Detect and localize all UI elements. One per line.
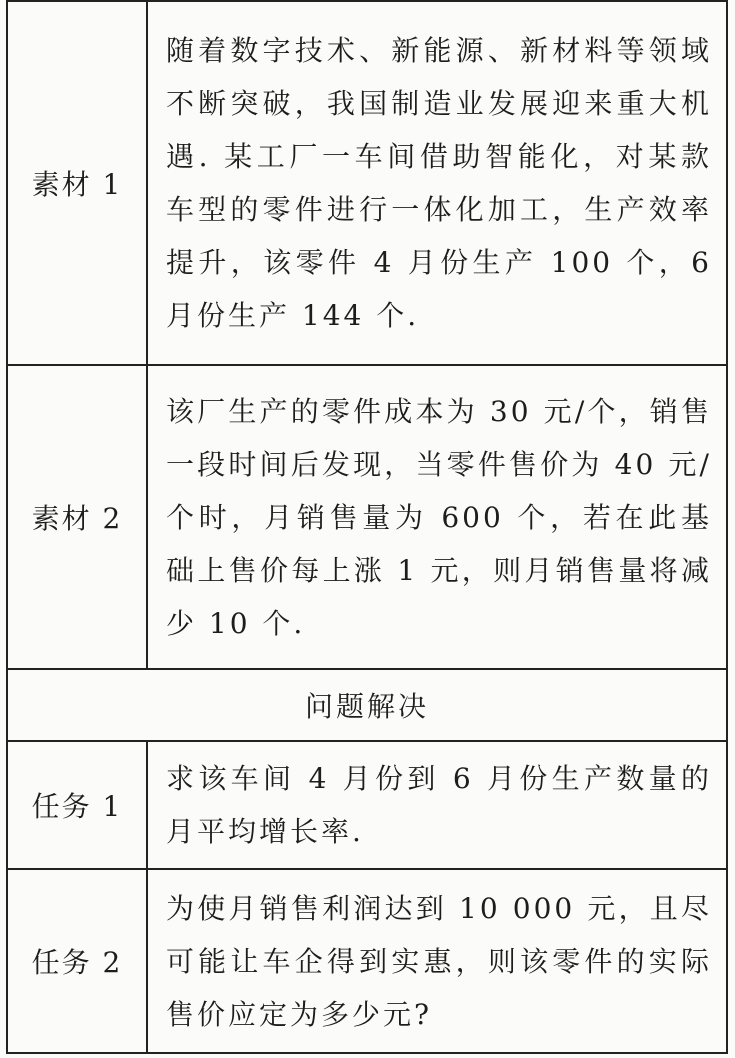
table-row — [7, 1, 727, 365]
material-2-text: 该厂生产的零件成本为 30 元/个，销售一段时间后发现，当零件售价为 40 元/个时，月销售量为 600 个，若在此基础上售价每上涨 1 元，则月销售量将减少 10 个. — [147, 365, 727, 669]
material-1-text: 随着数字技术、新能源、新材料等领域不断突破，我国制造业发展迎来重大机遇. 某工厂一车间借助智能化，对某款车型的零件进行一体化加工，生产效率提升，该零件 4 月份生产 100 个，6 月份生产 144 个. — [147, 1, 727, 365]
table-row — [7, 365, 727, 669]
material-task-table — [6, 0, 728, 1054]
table-row — [7, 669, 727, 741]
table-row — [7, 741, 727, 869]
task-1-label: 任务 1 — [7, 741, 147, 869]
table-row — [7, 869, 727, 1053]
section-header: 问题解决 — [7, 669, 727, 741]
task-1-text: 求该车间 4 月份到 6 月份生产数量的月平均增长率. — [147, 741, 727, 869]
task-2-text: 为使月销售利润达到 10 000 元，且尽可能让车企得到实惠，则该零件的实际售价应定为多少元? — [147, 869, 727, 1053]
material-1-label: 素材 1 — [7, 1, 147, 365]
material-2-label: 素材 2 — [7, 365, 147, 669]
problem-table — [6, 0, 728, 1052]
task-2-label: 任务 2 — [7, 869, 147, 1053]
